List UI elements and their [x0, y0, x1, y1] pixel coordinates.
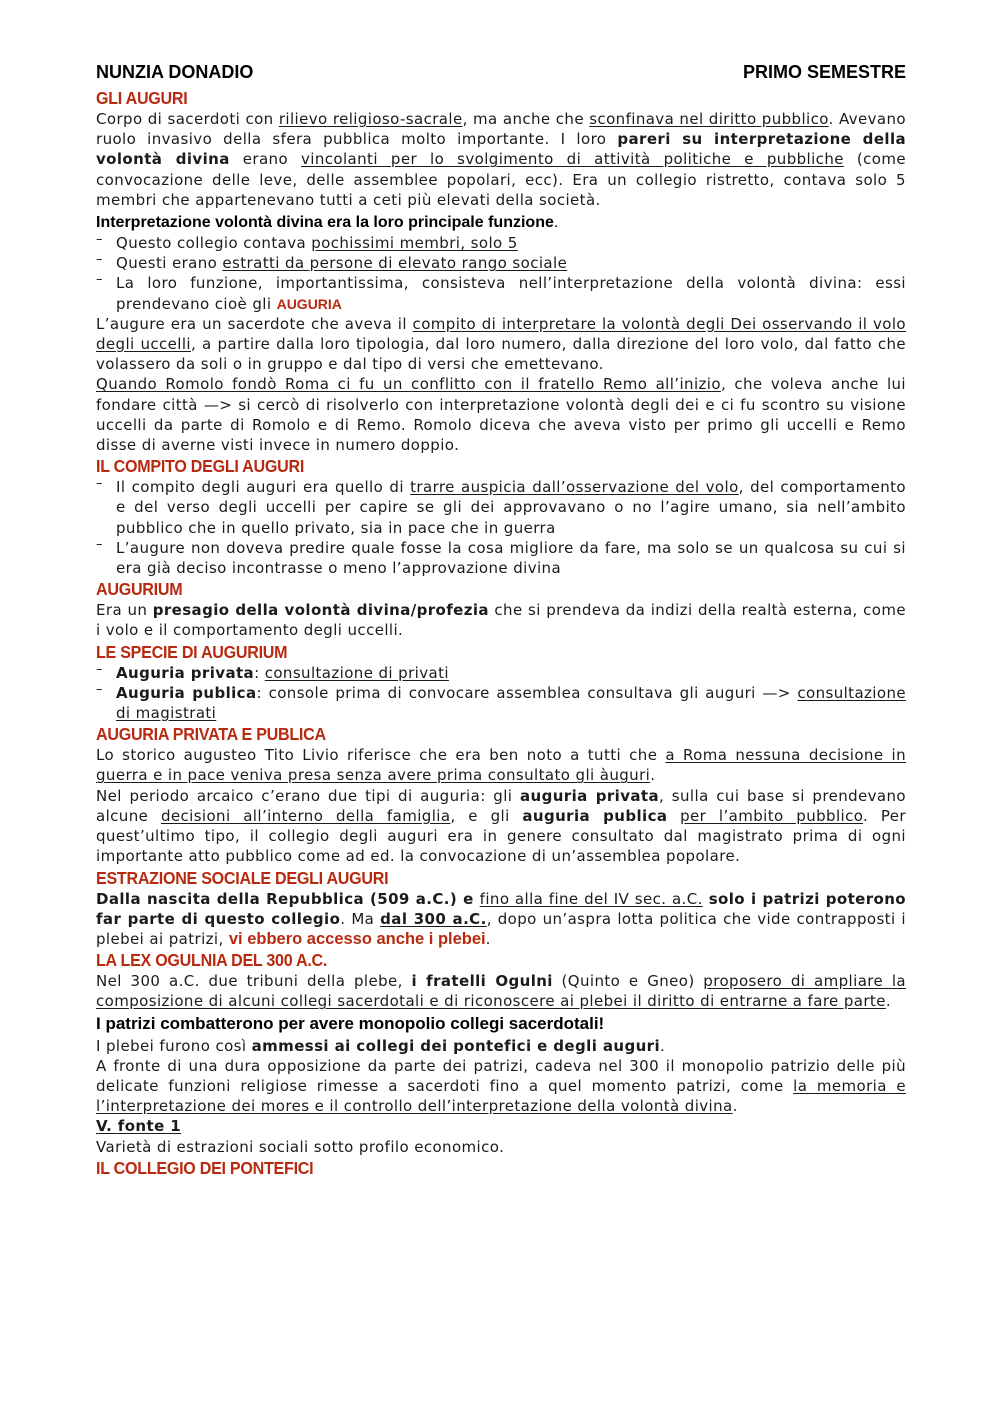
paragraph: Lo storico augusteo Tito Livio riferisce che era ben noto a tutti che a Roma nessuna decisione in guerra e in pace veniva presa senza avere prima consultato gli àuguri. — [96, 746, 906, 785]
lead-sentence: Interpretazione volontà divina era la loro principale funzione. — [96, 214, 559, 232]
paragraph: Era un presagio della volontà divina/profezia che si prendeva da indizi della realtà esterna, come i volo e il comportamento degli uccelli. — [96, 601, 907, 640]
paragraph: Varietà di estrazioni sociali sotto profilo economico. — [96, 1137, 505, 1156]
paragraph: Quando Romolo fondò Roma ci fu un conflitto con il fratello Remo all’inizio, che voleva anche lui fondare città —> si cercò di risolverlo con interpretazione volontà degli dei e ci fu scontro su visione uccelli da parte di Romolo e di Remo. Romolo diceva che aveva visto per primo gli uccelli e Remo disse di averne visti invece in numero doppio. — [96, 375, 907, 455]
section-title-auguri: GLI AUGURI — [96, 88, 188, 108]
list-item: – Auguria privata: consultazione di privati — [96, 663, 906, 683]
document-page — [96, 62, 906, 1179]
section-title-auguria: AUGURIA PRIVATA E PUBLICA — [96, 724, 326, 745]
section-title-lex-ogulnia: LA LEX OGULNIA DEL 300 A.C. — [96, 950, 328, 971]
list-item: – Il compito degli auguri era quello di trarre auspicia dall’osservazione del volo, del comportamento e del verso degli uccelli per capire se gli dei approvavano o no l’agire umano, sia nell’ambito pubblico che in quello privato, sia in pace che in guerra — [96, 477, 906, 538]
bullet-list — [96, 233, 906, 314]
section-title-pontefici: IL COLLEGIO DEI PONTEFICI — [96, 1157, 314, 1178]
section-title-augurium: AUGURIUM — [96, 579, 183, 600]
list-item: – Auguria publica: console prima di convocare assemblea consultava gli auguri —> consultazione di magistrati — [96, 683, 906, 723]
author-name: NUNZIA DONADIO — [96, 62, 254, 82]
list-item: – La loro funzione, importantissima, consisteva nell’interpretazione della volontà divina: essi prendevano cioè gli AUGURIA — [96, 273, 906, 313]
paragraph: Corpo di sacerdoti con rilievo religioso-sacrale, ma anche che sconfinava nel diritto pubblico. Avevano ruolo invasivo della sfera pubblica molto importante. I loro pareri su interpretazione della volontà divina erano vincolanti per lo svolgimento di attività politiche e pubbliche (come convocazione delle leve, delle assemblee popolari, ecc). Era un collegio ristretto, contava solo 5 membri che appartenevano tutti a ceti più elevati della società. — [96, 110, 907, 209]
list-item: – Questo collegio contava pochissimi membri, solo 5 — [96, 233, 906, 253]
lead-sentence: I patrizi combatterono per avere monopolio collegi sacerdotali! — [96, 1013, 605, 1033]
semester-label: PRIMO SEMESTRE — [742, 62, 906, 82]
paragraph: L’augure era un sacerdote che aveva il compito di interpretare la volontà degli Dei osservando il volo degli uccelli, a partire dalla loro tipologia, dal loro numero, dalla direzione del loro volo, dal fatto che volassero da soli o in gruppo e dal tipo di versi che emettevano. — [96, 314, 906, 374]
paragraph: Dalla nascita della Repubblica (509 a.C.) e fino alla fine del IV sec. a.C. solo i patrizi poterono far parte di questo collegio. Ma dal 300 a.C., dopo un’aspra lotta politica che vide contrapposti i plebei ai patrizi, vi ebbero accesso anche i plebei. — [96, 889, 907, 948]
paragraph: A fronte di una dura opposizione da parte dei patrizi, cadeva nel 300 il monopolio patrizio delle più delicate funzioni religiose rimesse a sacerdoti fino a quel momento patrizi, come la memoria e l’interpretazione dei mores e il controllo dell’interpretazione della volontà divina. — [96, 1056, 906, 1116]
source-reference: V. fonte 1 — [96, 1117, 182, 1136]
section-title-compito: IL COMPITO DEGLI AUGURI — [96, 456, 305, 477]
page-header — [96, 62, 906, 83]
paragraph: I plebei furono così ammessi ai collegi dei pontefici e degli auguri. — [96, 1036, 666, 1055]
list-item: – L’augure non doveva predire quale fosse la cosa migliore da fare, ma solo se un qualcosa su cui si era già deciso incontrasse o meno l’approvazione divina — [96, 538, 906, 578]
bullet-list — [96, 477, 906, 578]
paragraph: Nel periodo arcaico c’erano due tipi di auguria: gli auguria privata, sulla cui base si prendevano alcune decisioni all’interno della famiglia, e gli auguria publica per l’ambito pubblico. Per quest’ultimo tipo, il collegio degli auguri era in genere consultato dal magistrato prima di ogni importante atto pubblico come ad ed. la convocazione di un’assemblea popolare. — [96, 786, 907, 866]
list-item: – Questi erano estratti da persone di elevato rango sociale — [96, 253, 906, 273]
section-title-estrazione: ESTRAZIONE SOCIALE DEGLI AUGURI — [96, 867, 389, 888]
paragraph: Nel 300 a.C. due tribuni della plebe, i fratelli Ogulni (Quinto e Gneo) proposero di ampliare la composizione di alcuni collegi sacerdotali e di riconoscere ai plebei il diritto di entrarne a fare parte. — [96, 972, 906, 1011]
bullet-list — [96, 663, 906, 724]
section-title-specie: LE SPECIE DI AUGURIUM — [96, 641, 288, 662]
